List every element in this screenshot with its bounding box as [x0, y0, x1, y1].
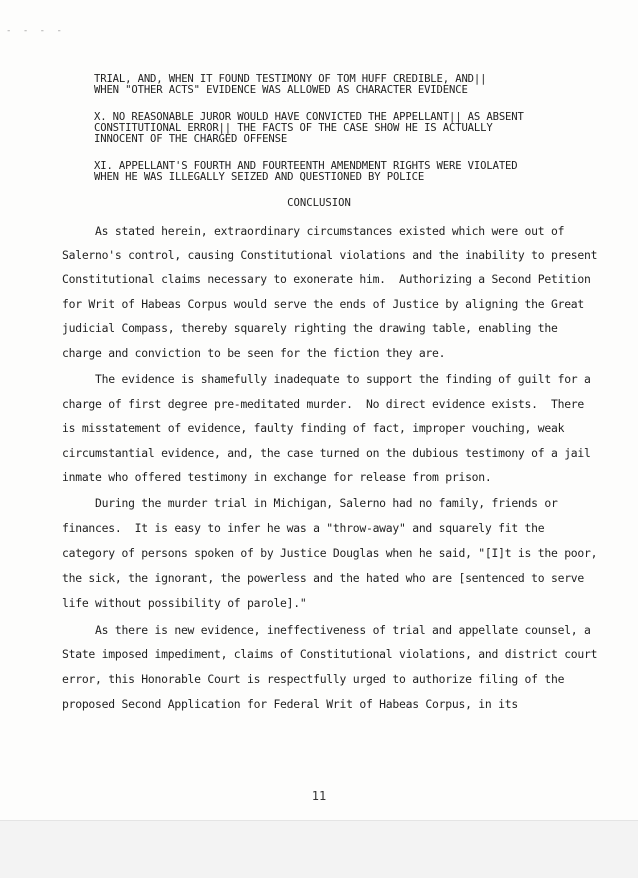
- body-line: for Writ of Habeas Corpus would serve the ends of Justice by aligning the Great: [62, 297, 585, 311]
- scan-margin: [0, 820, 638, 878]
- caps-block-2-line-1: X. NO REASONABLE JUROR WOULD HAVE CONVICTED THE APPELLANT|| AS ABSENT: [94, 111, 524, 123]
- conclusion-heading: CONCLUSION: [287, 197, 351, 209]
- corner-mark: - - - -: [6, 26, 65, 36]
- body-line: judicial Compass, thereby squarely righting the drawing table, enabling the: [62, 321, 558, 335]
- caps-block-3-line-2: WHEN HE WAS ILLEGALLY SEIZED AND QUESTIONED BY POLICE: [94, 171, 425, 183]
- caps-block-2-line-3: INNOCENT OF THE CHARGED OFFENSE: [94, 133, 288, 145]
- body-line: Salerno's control, causing Constitutional violations and the inability to present: [62, 248, 598, 262]
- body-line: charge of first degree pre-meditated murder. No direct evidence exists. There: [62, 397, 585, 411]
- body-line: The evidence is shamefully inadequate to support the finding of guilt for a: [62, 372, 591, 386]
- body-line: During the murder trial in Michigan, Salerno had no family, friends or: [62, 496, 558, 510]
- body-line: charge and conviction to be seen for the fiction they are.: [62, 346, 446, 360]
- body-line: circumstantial evidence, and, the case turned on the dubious testimony of a jail: [62, 446, 591, 460]
- caps-block-1-line-1: TRIAL, AND, WHEN IT FOUND TESTIMONY OF TOM HUFF CREDIBLE, AND||: [94, 73, 487, 85]
- body-line: Constitutional claims necessary to exonerate him. Authorizing a Second Petition: [62, 272, 591, 286]
- body-line: error, this Honorable Court is respectfully urged to authorize filing of the: [62, 672, 565, 686]
- caps-block-1-line-2: WHEN "OTHER ACTS" EVIDENCE WAS ALLOWED AS CHARACTER EVIDENCE: [94, 84, 468, 96]
- caps-block-2-line-2: CONSTITUTIONAL ERROR|| THE FACTS OF THE CASE SHOW HE IS ACTUALLY: [94, 122, 493, 134]
- page-number: 11: [311, 789, 327, 803]
- caps-block-3-line-1: XI. APPELLANT'S FOURTH AND FOURTEENTH AMENDMENT RIGHTS WERE VIOLATED: [94, 160, 518, 172]
- body-line: As there is new evidence, ineffectiveness of trial and appellate counsel, a: [62, 623, 591, 637]
- body-line: category of persons spoken of by Justice Douglas when he said, "[I]t is the poor,: [62, 546, 598, 560]
- body-line: finances. It is easy to infer he was a "throw-away" and squarely fit the: [62, 521, 545, 535]
- body-line: life without possibility of parole].": [62, 596, 307, 610]
- body-line: the sick, the ignorant, the powerless and the hated who are [sentenced to serve: [62, 571, 585, 585]
- body-line: is misstatement of evidence, faulty finding of fact, improper vouching, weak: [62, 421, 565, 435]
- body-line: inmate who offered testimony in exchange for release from prison.: [62, 470, 492, 484]
- body-line: proposed Second Application for Federal Writ of Habeas Corpus, in its: [62, 697, 518, 711]
- body-line: State imposed impediment, claims of Constitutional violations, and district court: [62, 647, 598, 661]
- body-line: As stated herein, extraordinary circumstances existed which were out of: [62, 224, 565, 238]
